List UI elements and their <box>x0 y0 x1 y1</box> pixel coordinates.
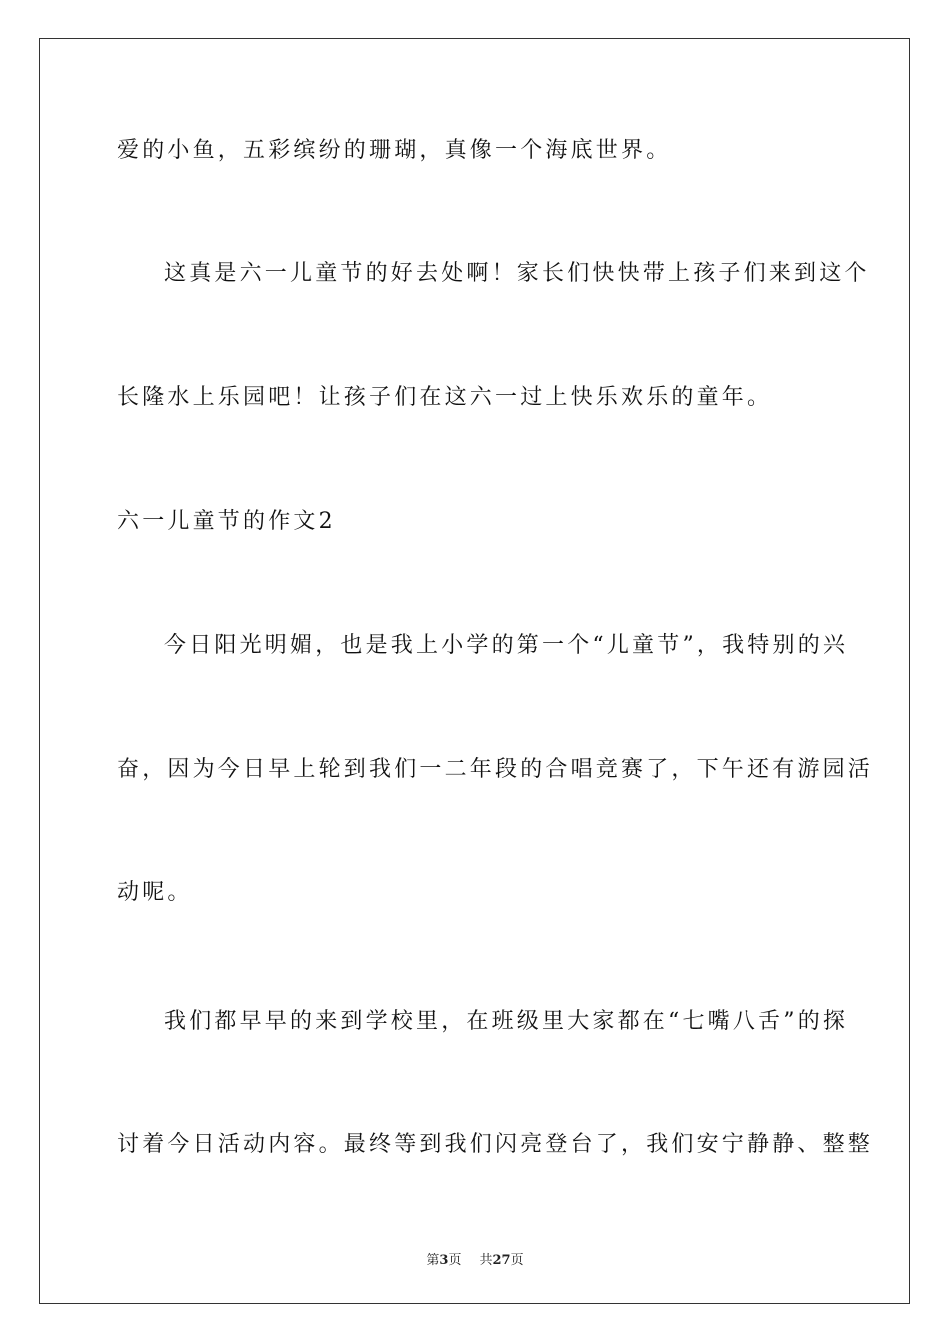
footer-page-number: 3 <box>439 1253 449 1268</box>
page-border <box>39 38 910 1304</box>
text-line-2: 这真是六一儿童节的好去处啊！家长们快快带上孩子们来到这个 <box>164 261 870 286</box>
text-line-5: 今日阳光明媚，也是我上小学的第一个“儿童节”，我特别的兴 <box>164 633 849 658</box>
text-line-1: 爱的小鱼，五彩缤纷的珊瑚，真像一个海底世界。 <box>117 138 672 163</box>
text-line-3: 长隆水上乐园吧！让孩子们在这六一过上快乐欢乐的童年。 <box>117 385 773 410</box>
text-line-8: 我们都早早的来到学校里，在班级里大家都在“七嘴八舌”的探 <box>164 1009 849 1034</box>
text-line-9: 讨着今日活动内容。最终等到我们闪亮登台了，我们安宁静静、整整 <box>117 1132 874 1157</box>
footer-total-number: 27 <box>492 1253 511 1268</box>
footer-total-suffix: 页 <box>510 1253 524 1268</box>
text-line-6: 奋，因为今日早上轮到我们一二年段的合唱竞赛了，下午还有游园活 <box>117 757 874 782</box>
footer-total-prefix: 共 <box>479 1253 493 1268</box>
footer-page-prefix: 第 <box>426 1253 440 1268</box>
section-heading: 六一儿童节的作文2 <box>117 509 336 534</box>
page-footer <box>0 1249 950 1268</box>
footer-page-suffix: 页 <box>448 1253 462 1268</box>
text-line-7: 动呢。 <box>117 880 193 905</box>
